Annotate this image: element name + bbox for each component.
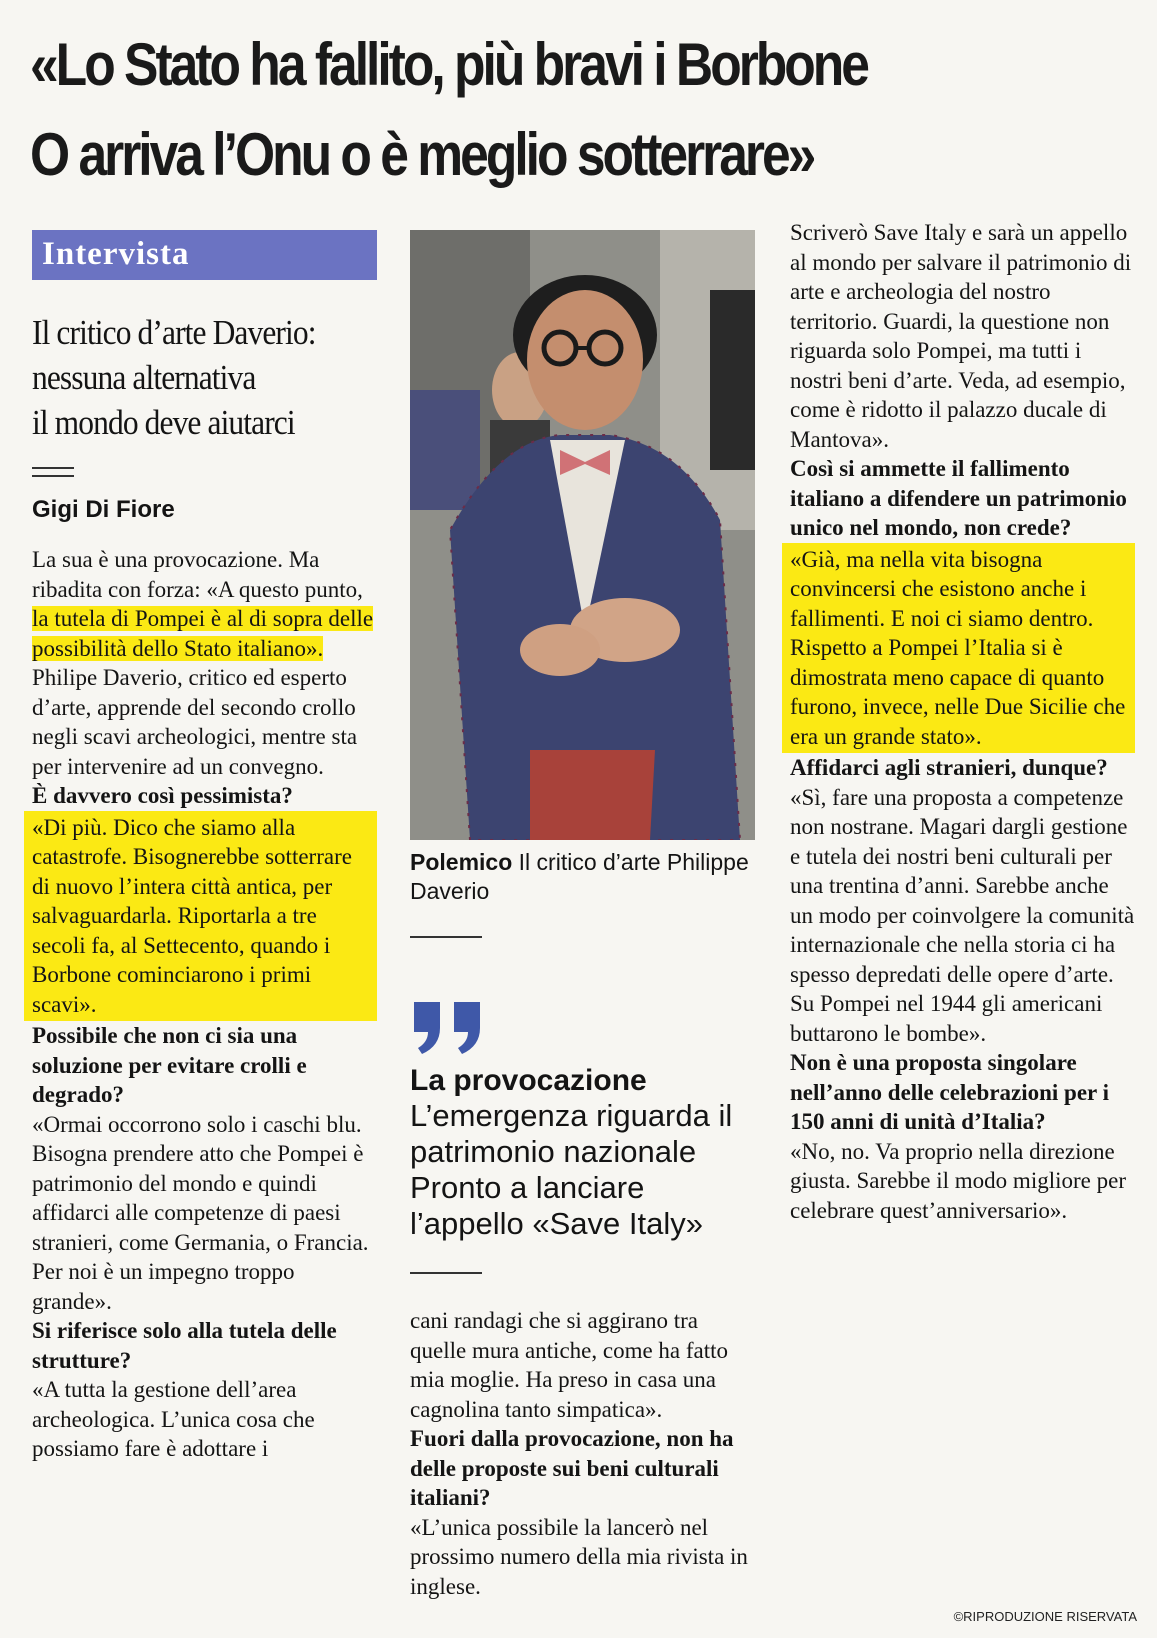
- question-5: Così si ammette il fallimento italiano a difendere un patrimonio unico nel mondo, non crede?: [790, 456, 1127, 540]
- column-2: [410, 230, 755, 1601]
- subhead-line-2: nessuna alternativa: [32, 358, 256, 397]
- intro-paragraph: [32, 545, 377, 781]
- byline: Gigi Di Fiore: [32, 496, 175, 523]
- question-7: Non è una proposta singolare nell’anno delle celebrazioni per i 150 anni di unità d’Italia?: [790, 1050, 1109, 1134]
- answer-4-continued: Scriverò Save Italy e sarà un appello al mondo per salvare il patrimonio di arte e archeologia del nostro territorio. Guardi, la questione non riguarda solo Pompei, ma tutti i nostri beni d’arte. Veda, ad esempio, come è ridotto il palazzo ducale di Mantova».: [790, 220, 1132, 452]
- answer-4: «L’unica possibile la lancerò nel prossimo numero della mia rivista in inglese.: [410, 1514, 748, 1599]
- pullquote-text: L’emergenza riguarda il patrimonio nazionale Pronto a lanciare l’appello «Save Italy»: [410, 1098, 733, 1241]
- question-4: Fuori dalla provocazione, non ha delle proposte sui beni culturali italiani?: [410, 1426, 734, 1510]
- intro-text-b: Philipe Daverio, critico ed esperto d’arte, apprende del secondo crollo negli scavi archeologici, mentre sta per intervenire ad un convegno.: [32, 665, 358, 779]
- answer-3: «A tutta la gestione dell’area archeologica. L’unica cosa che possiamo fare è adottare i: [32, 1377, 315, 1461]
- question-2: Possibile che non ci sia una soluzione per evitare crolli e degrado?: [32, 1023, 307, 1107]
- question-3: Si riferisce solo alla tutela delle strutture?: [32, 1318, 337, 1373]
- section-kicker: Intervista: [32, 230, 377, 280]
- divider: [32, 467, 74, 477]
- answer-1: [32, 811, 377, 1022]
- column-3: [790, 218, 1135, 1225]
- caption-text: Il critico d’arte Philippe Daverio: [410, 849, 749, 904]
- question-1: È davvero così pessimista?: [32, 783, 293, 808]
- portrait-image: [410, 230, 755, 840]
- headline-line-2: O arriva l’Onu o è meglio sotterrare»: [30, 121, 814, 188]
- subhead-line-1: Il critico d’arte Daverio:: [32, 313, 316, 352]
- headline: [30, 20, 985, 200]
- pullquote-title: La provocazione: [410, 1064, 647, 1097]
- subhead-line-3: il mondo deve aiutarci: [32, 403, 295, 442]
- answer-6: «Sì, fare una proposta a competenze non nostrane. Magari dargli gestione e tutela dei nostri beni culturali per una trentina d’anni. Sarebbe anche un modo per coinvolgere la comunità internazionale che nella storia ci ha spesso depredati delle opere d’arte. Su Pompei nel 1944 gli americani buttarono le bombe».: [790, 784, 1135, 1046]
- intro-highlight: la tutela di Pompei è al di sopra delle possibilità dello Stato italiano».: [32, 606, 374, 661]
- photo-caption: [410, 848, 755, 906]
- headline-line-1: «Lo Stato ha fallito, più bravi i Borbone: [30, 31, 867, 98]
- answer-1-highlight: «Di più. Dico che siamo alla catastrofe. Bisognerebbe sotterrare di nuovo l’intera città antica, per salvaguardarla. Riportarla a tre secoli fa, al Settecento, quando i Borbone cominciarono i primi scavi».: [24, 811, 377, 1022]
- caption-bold: Polemico: [410, 849, 513, 875]
- answer-5-highlight: «Già, ma nella vita bisogna convincersi che esistono anche i fallimenti. E noi ci siamo dentro. Rispetto a Pompei l’Italia si è dimostrata meno capace di quanto furono, invece, nelle Due Sicilie che era un grande stato».: [782, 543, 1135, 754]
- answer-2: «Ormai occorrono solo i caschi blu. Bisogna prendere atto che Pompei è patrimonio del mondo e quindi affidarci alle competenze di paesi stranieri, come Germania, o Francia. Per noi è un impegno troppo grande».: [32, 1111, 369, 1314]
- answer-5: [790, 543, 1135, 754]
- portrait-photo: [410, 230, 755, 840]
- divider: [410, 936, 482, 938]
- divider: [410, 1272, 482, 1274]
- answer-7: «No, no. Va proprio nella direzione giusta. Sarebbe il modo migliore per celebrare quest’anniversario».: [790, 1138, 1126, 1223]
- quote-mark-icon: [410, 998, 755, 1058]
- answer-3-continued: cani randagi che si aggirano tra quelle mura antiche, come ha fatto mia moglie. Ha preso in casa una cagnolina tanto simpatica».: [410, 1308, 729, 1422]
- copyright-notice: ©RIPRODUZIONE RISERVATA: [953, 1609, 1137, 1624]
- intro-text-a: La sua è una provocazione. Ma ribadita con forza: «A questo punto,: [32, 547, 363, 602]
- question-6: Affidarci agli stranieri, dunque?: [790, 755, 1108, 780]
- subheadline: [32, 310, 383, 445]
- column-1: [32, 230, 377, 1464]
